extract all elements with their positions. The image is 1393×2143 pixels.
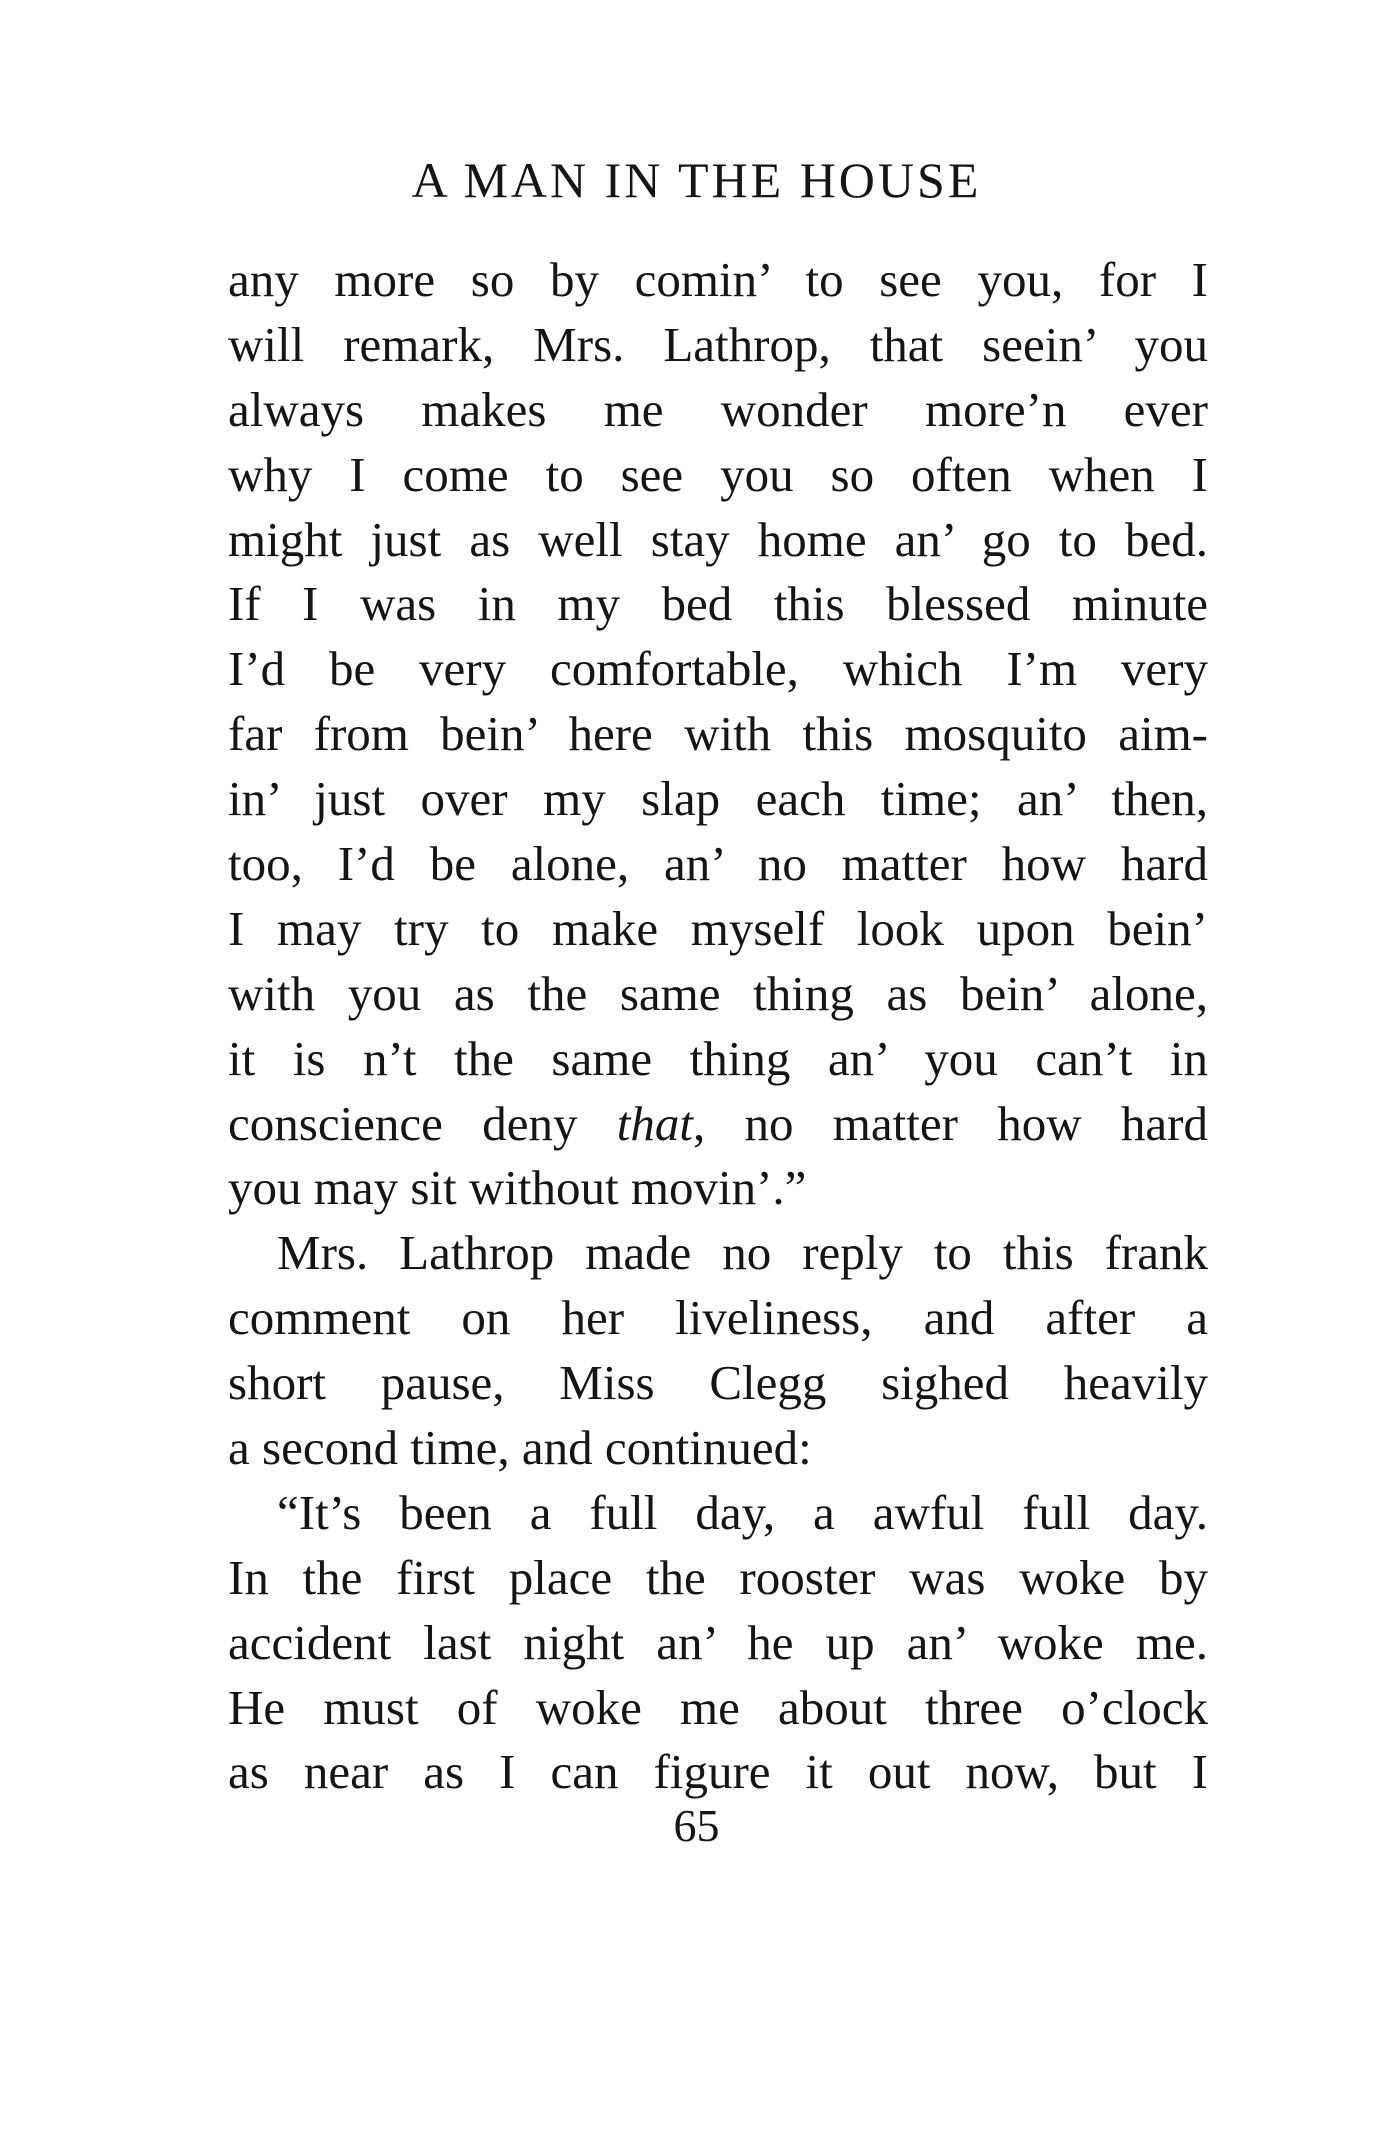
text-line: Mrs. Lathrop made no reply to this frank <box>277 1225 1208 1281</box>
text-line: “It’s been a full day, a awful full day. <box>277 1484 1208 1540</box>
text-line: He must of woke me about three o’clock <box>228 1679 1208 1735</box>
text-line: with you as the same thing as bein’ alone, <box>228 965 1208 1021</box>
text-line: always makes me wonder more’n ever <box>228 381 1208 437</box>
text-line: In the first place the rooster was woke by <box>228 1549 1208 1605</box>
page-number: 65 <box>673 1800 720 1851</box>
text-line: might just as well stay home an’ go to bed. <box>228 511 1208 567</box>
text-line: a second time, and continued: <box>228 1420 812 1476</box>
text-line: in’ just over my slap each time; an’ then, <box>228 771 1208 827</box>
text-line: you may sit without movin’.” <box>228 1160 807 1216</box>
running-head: A MAN IN THE HOUSE <box>411 152 982 208</box>
text-line: will remark, Mrs. Lathrop, that seein’ you <box>228 316 1208 372</box>
text-line: too, I’d be alone, an’ no matter how hard <box>228 836 1208 892</box>
text-line: I’d be very comfortable, which I’m very <box>228 641 1208 697</box>
italic-word: that <box>616 1095 693 1151</box>
text-line: as near as I can figure it out now, but I <box>228 1744 1208 1800</box>
text-line: comment on her liveliness, and after a <box>228 1290 1208 1346</box>
text-line: conscience deny that, no matter how hard <box>228 1095 1208 1151</box>
text-line: short pause, Miss Clegg sighed heavily <box>228 1355 1208 1411</box>
text-line: it is n’t the same thing an’ you can’t in <box>228 1030 1208 1086</box>
body-text <box>228 248 1208 1805</box>
text-line: any more so by comin’ to see you, for I <box>228 252 1208 307</box>
text-line: If I was in my bed this blessed minute <box>228 576 1208 632</box>
text-line: far from bein’ here with this mosquito aim- <box>228 706 1208 762</box>
text-line: why I come to see you so often when I <box>228 446 1208 502</box>
text-line: I may try to make myself look upon bein’ <box>228 900 1208 956</box>
text-line: accident last night an’ he up an’ woke me. <box>228 1614 1208 1670</box>
